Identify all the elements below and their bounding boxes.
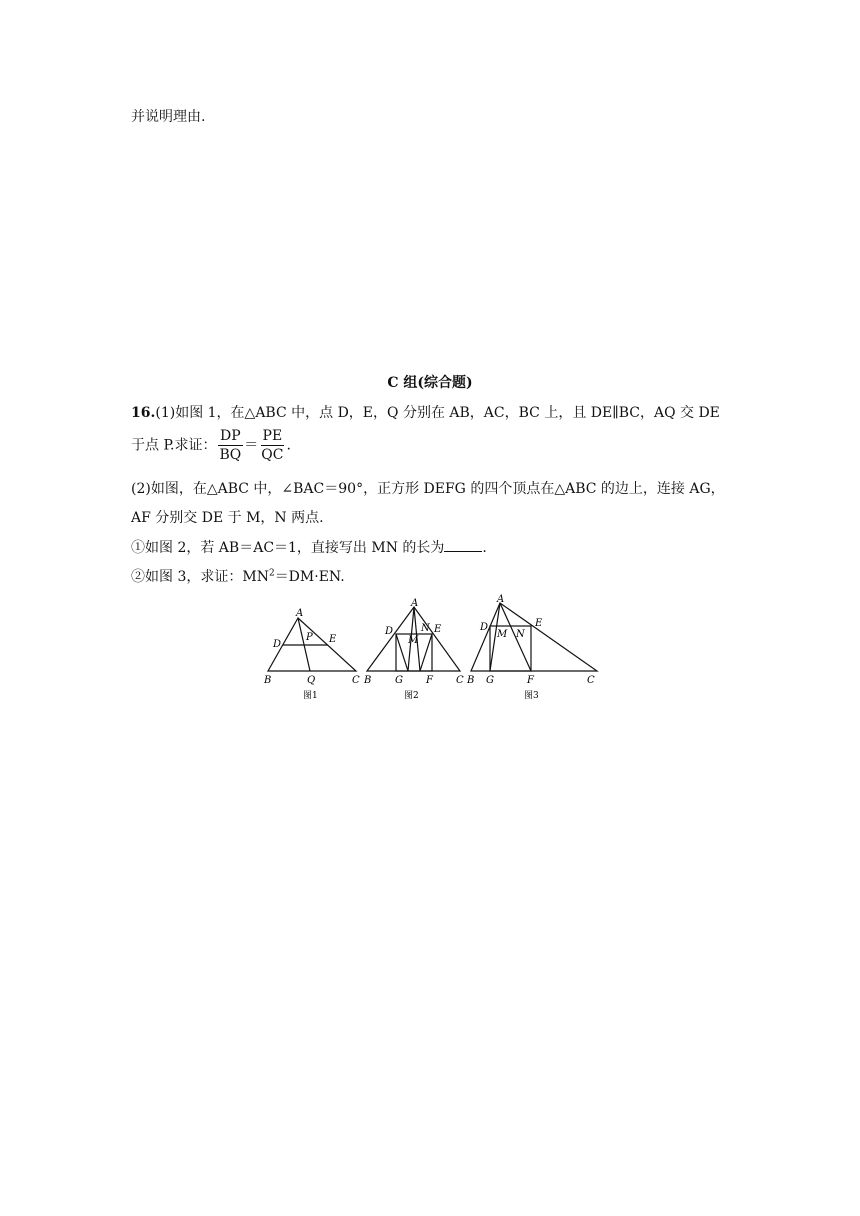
continuation-text: 并说明理由. [131, 109, 206, 125]
sub1-text: ①如图 2，若 AB＝AC＝1，直接写出 MN 的长为 [131, 540, 445, 556]
fraction-numerator: PE [262, 428, 283, 444]
fig2-label-f: F [426, 675, 433, 686]
sub-question-1 [131, 537, 487, 557]
fig3-label-f: F [527, 675, 534, 686]
fraction-pe-qc [259, 427, 285, 464]
period: . [286, 437, 291, 454]
question-number: 16. [131, 405, 156, 421]
fig3-label-m: M [497, 629, 508, 640]
fig3-label-n: N [516, 629, 525, 640]
fraction-denominator: QC [261, 447, 284, 463]
fig1-label-e: E [329, 634, 337, 645]
part2-text-line1: (2)如图，在△ABC 中，∠BAC＝90°，正方形 DEFG 的四个顶点在△ABC 的边上，连接 AG， [131, 481, 725, 497]
fraction-denominator: BQ [219, 447, 242, 463]
fig3-caption: 图3 [524, 691, 539, 701]
fig3-label-a: A [497, 594, 505, 605]
fig2-segment-ef [420, 634, 432, 671]
part1-text-line2: 于点 P.求证： [131, 437, 217, 454]
sub2-suffix: ＝DM·EN. [274, 569, 345, 585]
fig2-label-e: E [434, 624, 442, 635]
fig1-label-d: D [273, 639, 282, 650]
part1-text-line1: (1)如图 1，在△ABC 中，点 D，E，Q 分别在 AB，AC，BC 上，且 DE∥BC，AQ 交 DE [155, 405, 720, 421]
part2-text-line2: AF 分别交 DE 于 M，N 两点. [131, 510, 324, 526]
fig2-segment-dg [396, 634, 408, 671]
fraction-dp-bq [217, 427, 243, 464]
fig1-caption: 图1 [303, 691, 318, 701]
fig2-label-n: N [421, 623, 430, 634]
fig2-label-b: B [364, 675, 372, 686]
fig3-label-e: E [535, 618, 543, 629]
fig3-label-b: B [467, 675, 475, 686]
section-title: C 组(综合题) [387, 375, 473, 391]
sub2-superscript: 2 [268, 568, 275, 579]
sub1-end: . [482, 540, 487, 556]
fig2-label-d: D [385, 626, 394, 637]
q16-part1-line1 [131, 402, 720, 422]
fig3-label-d: D [480, 622, 489, 633]
q16-part1-line2 [131, 427, 291, 464]
fig2-caption: 图2 [404, 691, 419, 701]
fig1-label-b: B [264, 675, 272, 686]
fig1-label-c: C [352, 675, 360, 686]
fig2-label-m: M [408, 635, 419, 646]
answer-blank [444, 539, 482, 552]
sub2-prefix: ②如图 3，求证：MN [131, 569, 269, 585]
fig3-label-g: G [486, 675, 494, 686]
fig3-label-c: C [587, 675, 595, 686]
fig1-label-p: P [306, 632, 313, 643]
fig1-label-a: A [296, 608, 304, 619]
sub-question-2 [131, 566, 345, 586]
fig2-label-c: C [456, 675, 464, 686]
equals-sign: ＝ [244, 437, 259, 454]
fig2-label-g: G [395, 675, 403, 686]
fig1-label-q: Q [307, 675, 316, 686]
geometry-figures [255, 592, 605, 707]
fraction-numerator: DP [220, 428, 241, 444]
fig2-label-a: A [411, 598, 419, 609]
